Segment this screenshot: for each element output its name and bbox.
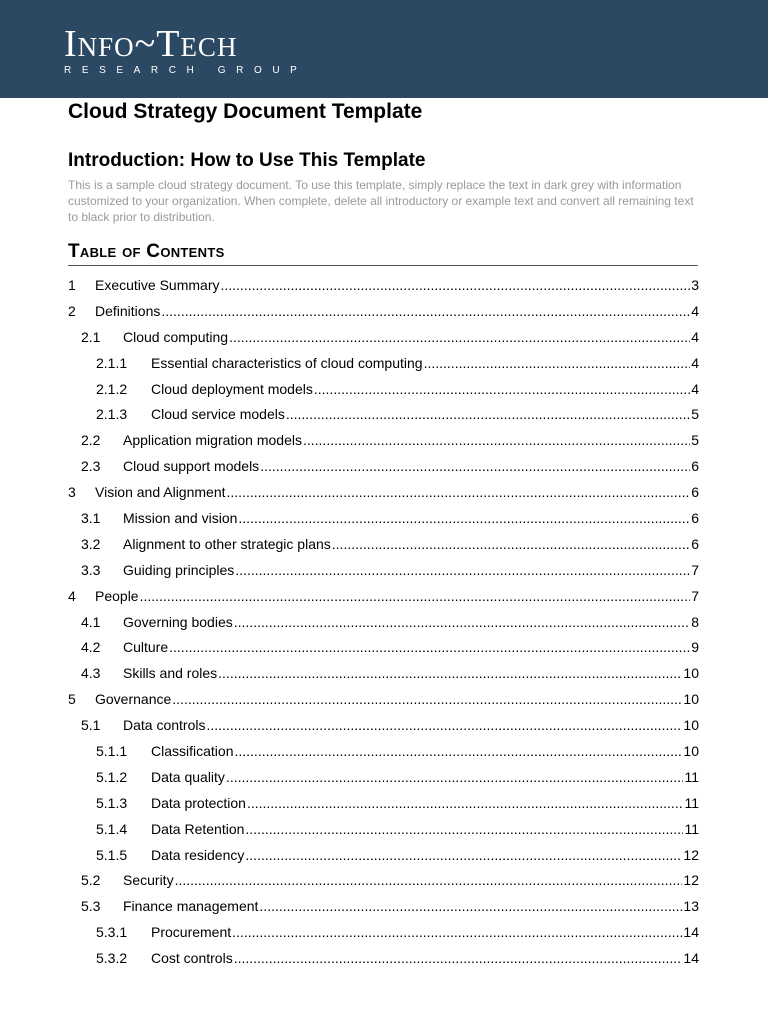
toc-entry-page: 14 xyxy=(683,924,699,941)
toc-entry-number: 2.2 xyxy=(81,432,101,449)
table-of-contents xyxy=(68,273,699,972)
toc-entry-page: 6 xyxy=(691,484,699,501)
toc-entry-number: 2.1 xyxy=(81,328,101,345)
toc-entry-label[interactable]: Security xyxy=(123,872,174,889)
toc-entry-label[interactable]: Governance xyxy=(95,691,172,708)
document-title: Cloud Strategy Document Template xyxy=(68,100,423,123)
toc-entry-label[interactable]: Cloud computing xyxy=(123,328,229,345)
toc-entry-label[interactable]: Finance management xyxy=(123,898,259,915)
toc-entry-label[interactable]: Cloud deployment models xyxy=(151,380,313,397)
toc-entry-number: 5.1 xyxy=(81,717,101,734)
toc-entry-page: 10 xyxy=(683,717,699,734)
toc-entry[interactable] xyxy=(68,532,699,558)
toc-entry[interactable] xyxy=(68,791,699,817)
toc-dot-leader xyxy=(238,506,690,532)
toc-entry-label[interactable]: Data residency xyxy=(151,846,245,863)
toc-dot-leader xyxy=(232,920,682,946)
toc-entry-number: 1 xyxy=(68,277,76,293)
toc-entry[interactable] xyxy=(68,454,699,480)
toc-entry-number: 4.1 xyxy=(81,613,101,630)
toc-entry[interactable] xyxy=(68,584,699,610)
toc-dot-leader xyxy=(424,351,691,377)
toc-entry-page: 11 xyxy=(684,820,699,837)
header-banner xyxy=(0,0,768,98)
toc-entry-label[interactable]: Application migration models xyxy=(123,432,302,449)
toc-entry-number: 2.1.3 xyxy=(96,406,128,423)
toc-entry-label[interactable]: Data protection xyxy=(151,794,246,811)
toc-entry-page: 5 xyxy=(691,406,699,423)
toc-entry[interactable] xyxy=(68,351,699,377)
info-tech-logo xyxy=(64,24,307,76)
toc-entry-page: 4 xyxy=(691,380,699,397)
toc-entry-page: 6 xyxy=(691,535,699,552)
toc-dot-leader xyxy=(218,661,682,687)
toc-dot-leader xyxy=(234,946,683,972)
toc-entry[interactable] xyxy=(68,946,699,972)
toc-entry[interactable] xyxy=(68,817,699,843)
toc-entry-number: 3.1 xyxy=(81,510,101,527)
toc-entry[interactable] xyxy=(68,687,699,713)
toc-dot-leader xyxy=(226,765,684,791)
toc-entry-number: 3.3 xyxy=(81,561,101,578)
toc-entry-page: 7 xyxy=(691,561,699,578)
toc-entry-label[interactable]: Vision and Alignment xyxy=(95,484,226,501)
toc-heading: Table of Contents xyxy=(68,240,698,266)
toc-entry-number: 2.1.2 xyxy=(96,380,128,397)
toc-entry-page: 4 xyxy=(691,354,699,371)
toc-dot-leader xyxy=(245,843,682,869)
toc-entry[interactable] xyxy=(68,739,699,765)
toc-entry-page: 12 xyxy=(683,846,699,863)
toc-entry-number: 2 xyxy=(68,302,76,319)
toc-entry-page: 7 xyxy=(691,587,699,604)
toc-entry-page: 3 xyxy=(691,277,699,293)
toc-entry-page: 4 xyxy=(691,328,699,345)
toc-entry-label[interactable]: Essential characteristics of cloud computing xyxy=(151,354,423,371)
toc-dot-leader xyxy=(234,610,690,636)
toc-entry[interactable] xyxy=(68,843,699,869)
toc-entry-label[interactable]: Data Retention xyxy=(151,820,245,837)
toc-entry[interactable] xyxy=(68,325,699,351)
toc-entry[interactable] xyxy=(68,765,699,791)
toc-entry-page: 10 xyxy=(683,691,699,708)
toc-entry-page: 10 xyxy=(683,743,699,760)
toc-entry-label[interactable]: People xyxy=(95,587,139,604)
toc-dot-leader xyxy=(140,584,691,610)
toc-entry-label[interactable]: Data quality xyxy=(151,768,225,785)
toc-entry-page: 6 xyxy=(691,458,699,475)
toc-entry-page: 9 xyxy=(691,639,699,656)
toc-entry-number: 5 xyxy=(68,691,76,708)
toc-entry-page: 13 xyxy=(683,898,699,915)
toc-entry[interactable] xyxy=(68,428,699,454)
toc-dot-leader xyxy=(235,558,690,584)
toc-dot-leader xyxy=(175,868,683,894)
toc-dot-leader xyxy=(259,894,682,920)
toc-entry-label[interactable]: Executive Summary xyxy=(95,277,220,293)
toc-entry[interactable] xyxy=(68,868,699,894)
toc-entry-page: 6 xyxy=(691,510,699,527)
toc-entry-number: 4.2 xyxy=(81,639,101,656)
toc-entry-label[interactable]: Cloud support models xyxy=(123,458,260,475)
toc-dot-leader xyxy=(227,480,691,506)
toc-entry-number: 3.2 xyxy=(81,535,101,552)
toc-entry-number: 5.1.4 xyxy=(96,820,128,837)
logo-wordmark: Info~Tech xyxy=(64,23,238,65)
toc-entry-label[interactable]: Classification xyxy=(151,743,234,760)
toc-entry-number: 5.3 xyxy=(81,898,101,915)
toc-entry[interactable] xyxy=(68,894,699,920)
toc-entry-number: 5.3.1 xyxy=(96,924,128,941)
toc-entry-page: 4 xyxy=(691,302,699,319)
toc-dot-leader xyxy=(303,428,690,454)
toc-dot-leader xyxy=(247,791,684,817)
toc-entry-page: 5 xyxy=(691,432,699,449)
toc-entry[interactable] xyxy=(68,402,699,428)
toc-entry-number: 5.1.1 xyxy=(96,743,128,760)
toc-entry-number: 2.1.1 xyxy=(96,354,128,371)
toc-entry-page: 11 xyxy=(684,768,699,785)
toc-entry-label[interactable]: Alignment to other strategic plans xyxy=(123,535,331,552)
toc-entry-label[interactable]: Culture xyxy=(123,639,169,656)
toc-entry-number: 5.3.2 xyxy=(96,950,128,967)
toc-dot-leader xyxy=(229,325,690,351)
toc-entry[interactable] xyxy=(68,661,699,687)
toc-entry[interactable] xyxy=(68,558,699,584)
toc-entry-number: 3 xyxy=(68,484,76,501)
toc-dot-leader xyxy=(234,739,682,765)
toc-entry[interactable] xyxy=(68,920,699,946)
toc-entry[interactable] xyxy=(68,610,699,636)
toc-entry-label[interactable]: Mission and vision xyxy=(123,510,238,527)
toc-entry-label[interactable]: Definitions xyxy=(95,302,161,319)
toc-entry-number: 4 xyxy=(68,587,76,604)
toc-entry[interactable] xyxy=(68,273,699,299)
toc-entry-number: 4.3 xyxy=(81,665,101,682)
toc-dot-leader xyxy=(245,817,683,843)
toc-entry[interactable] xyxy=(68,713,699,739)
toc-entry-number: 5.1.3 xyxy=(96,794,128,811)
toc-dot-leader xyxy=(220,273,690,299)
intro-text: This is a sample cloud strategy document. To use this template, simply replace the text in dark grey with information customized to your organization. When complete, delete all introductory or example text and convert all remaining text to black prior to distribution. xyxy=(68,178,694,224)
toc-entry-page: 11 xyxy=(684,794,699,811)
toc-entry-label[interactable]: Governing bodies xyxy=(123,613,233,630)
toc-entry[interactable] xyxy=(68,480,699,506)
toc-entry-label[interactable]: Procurement xyxy=(151,924,232,941)
toc-entry-page: 12 xyxy=(683,872,699,889)
toc-entry-number: 2.3 xyxy=(81,458,101,475)
toc-entry-label[interactable]: Guiding principles xyxy=(123,561,235,578)
toc-entry-label[interactable]: Cost controls xyxy=(151,950,233,967)
toc-dot-leader xyxy=(260,454,690,480)
toc-entry[interactable] xyxy=(68,635,699,661)
logo-tagline: RESEARCH GROUP xyxy=(64,65,308,76)
toc-entry-page: 8 xyxy=(691,613,699,630)
toc-dot-leader xyxy=(286,402,690,428)
toc-dot-leader xyxy=(172,687,682,713)
toc-dot-leader xyxy=(314,377,690,403)
toc-entry-number: 5.1.2 xyxy=(96,768,128,785)
toc-dot-leader xyxy=(206,713,682,739)
toc-entry-label[interactable]: Data controls xyxy=(123,717,206,734)
toc-entry[interactable] xyxy=(68,377,699,403)
toc-entry-number: 5.1.5 xyxy=(96,846,128,863)
toc-dot-leader xyxy=(161,299,690,325)
intro-heading: Introduction: How to Use This Template xyxy=(68,150,426,171)
toc-entry-label[interactable]: Cloud service models xyxy=(151,406,285,423)
toc-entry[interactable] xyxy=(68,506,699,532)
toc-entry-number: 5.2 xyxy=(81,872,101,889)
toc-entry-page: 10 xyxy=(683,665,699,682)
toc-entry-label[interactable]: Skills and roles xyxy=(123,665,218,682)
toc-entry-page: 14 xyxy=(683,950,699,967)
toc-dot-leader xyxy=(332,532,690,558)
toc-dot-leader xyxy=(169,635,690,661)
toc-entry[interactable] xyxy=(68,299,699,325)
